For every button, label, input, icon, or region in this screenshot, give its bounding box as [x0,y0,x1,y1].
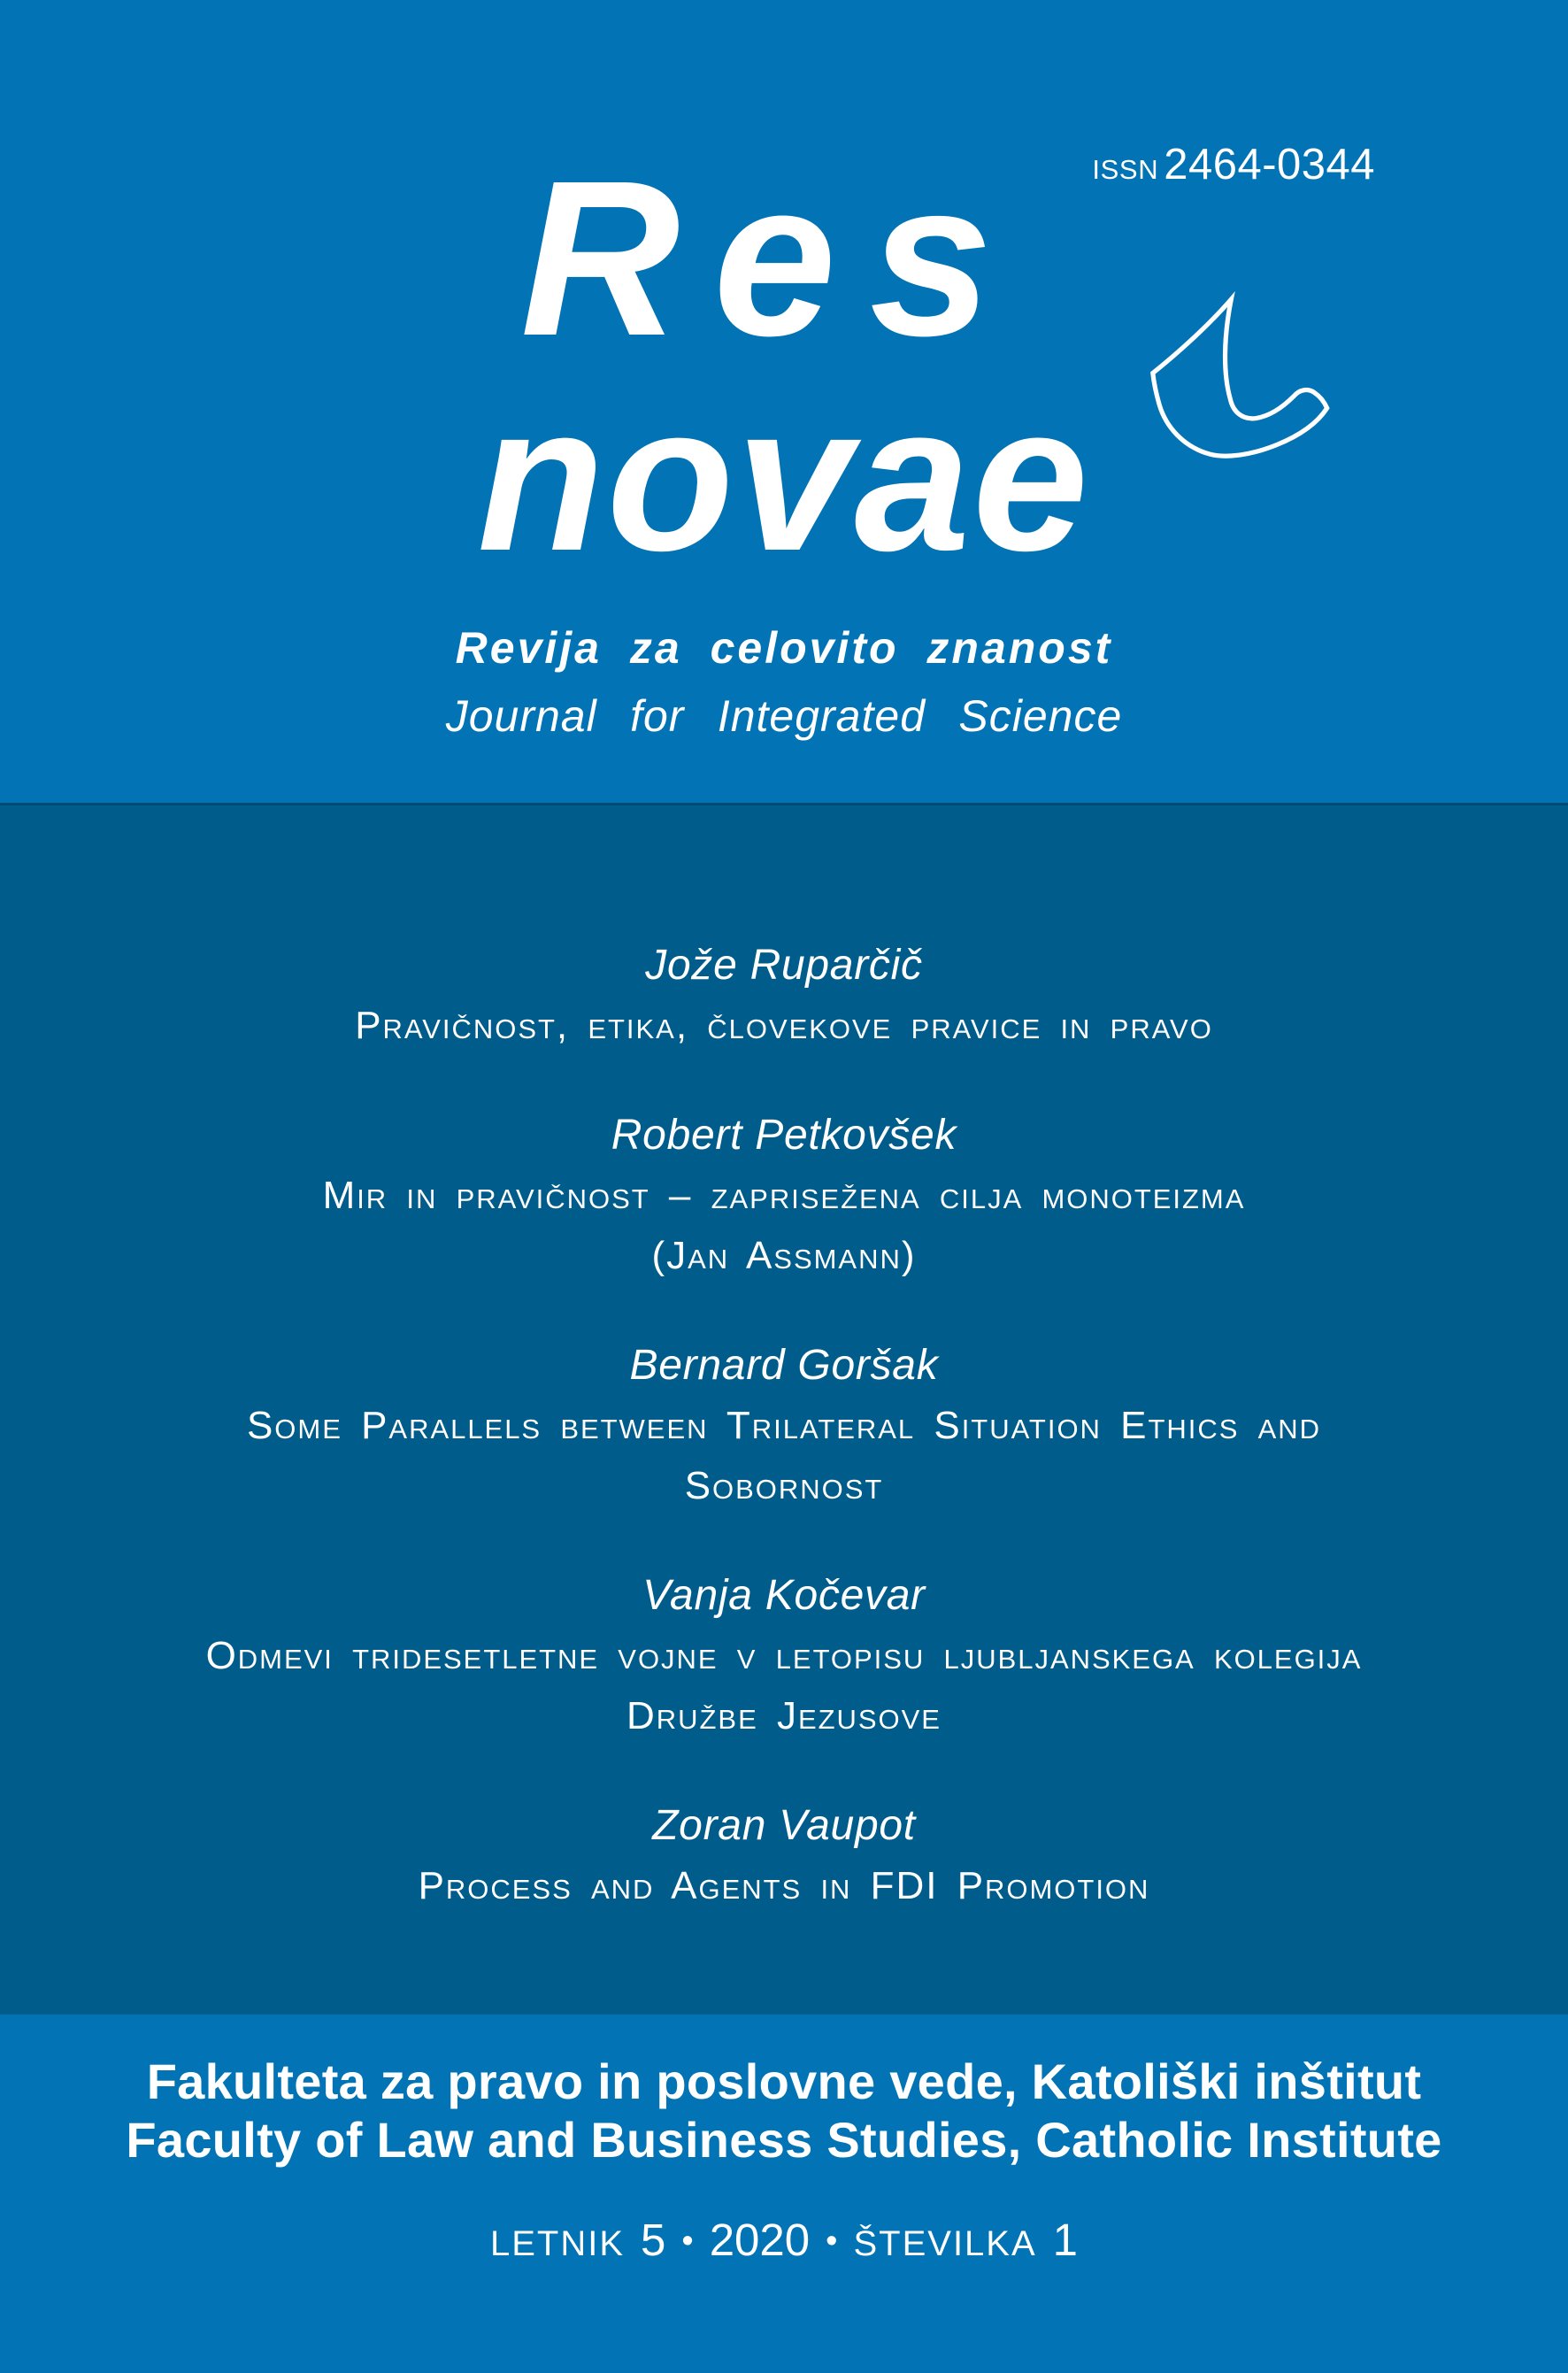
volume-label: LETNIK [489,2224,625,2263]
toc-author: Jože Ruparčič [645,942,923,989]
institute-name-english: Faculty of Law and Business Studies, Catholic Institute [126,2112,1442,2168]
issue-year: 2020 [709,2215,811,2265]
toc-article-title: Process and Agents in FDI Promotion [418,1864,1150,1907]
toc-entry [247,1336,1321,1516]
journal-subtitle-english: Journal for Integrated Science [445,691,1123,741]
bullet-separator: • [826,2223,838,2260]
toc-entry [419,1796,1150,1916]
toc-article-title: Pravičnost, etika, človekove pravice in pravo [355,1004,1213,1047]
toc-author: Robert Petkovšek [611,1112,957,1159]
toc-author: Bernard Goršak [629,1342,939,1389]
toc-article-title: Sobornost [684,1464,884,1507]
toc-author: Zoran Vaupot [652,1802,916,1849]
bullet-separator: • [681,2223,694,2260]
number-label: ŠTEVILKA [853,2224,1037,2263]
toc-entry [206,1566,1363,1746]
toc-article-title: (Jan Assmann) [651,1234,917,1277]
toc-entry [355,936,1213,1056]
toc-article-title: Mir in pravičnost – zaprisežena cilja monoteizma [322,1174,1246,1217]
journal-title-line1: Res [519,135,1026,381]
journal-title-line2: novae [477,361,1091,594]
masthead [0,0,1568,805]
journal-subtitle-slovenian: Revija za celovito znanost [455,623,1113,673]
issn-number: 2464-0344 [1164,141,1375,189]
toc-entry [323,1106,1246,1286]
institute-name-slovenian: Fakulteta za pravo in poslovne vede, Katoliški inštitut [146,2053,1422,2109]
toc-author: Vanja Kočevar [642,1572,926,1619]
publisher-footer [0,2015,1568,2373]
issue-number: 1 [1052,2215,1079,2265]
toc-article-title: Družbe Jezusove [626,1694,942,1737]
table-of-contents [0,805,1568,2015]
volume-number: 5 [641,2215,666,2265]
toc-article-title: Odmevi tridesetletne vojne v letopisu ljubljanskega kolegija [205,1634,1363,1677]
toc-article-title: Some Parallels between Trilateral Situation Ethics and [246,1404,1322,1447]
issn-label: ISSN [1092,154,1159,185]
issue-info [0,2214,1568,2266]
